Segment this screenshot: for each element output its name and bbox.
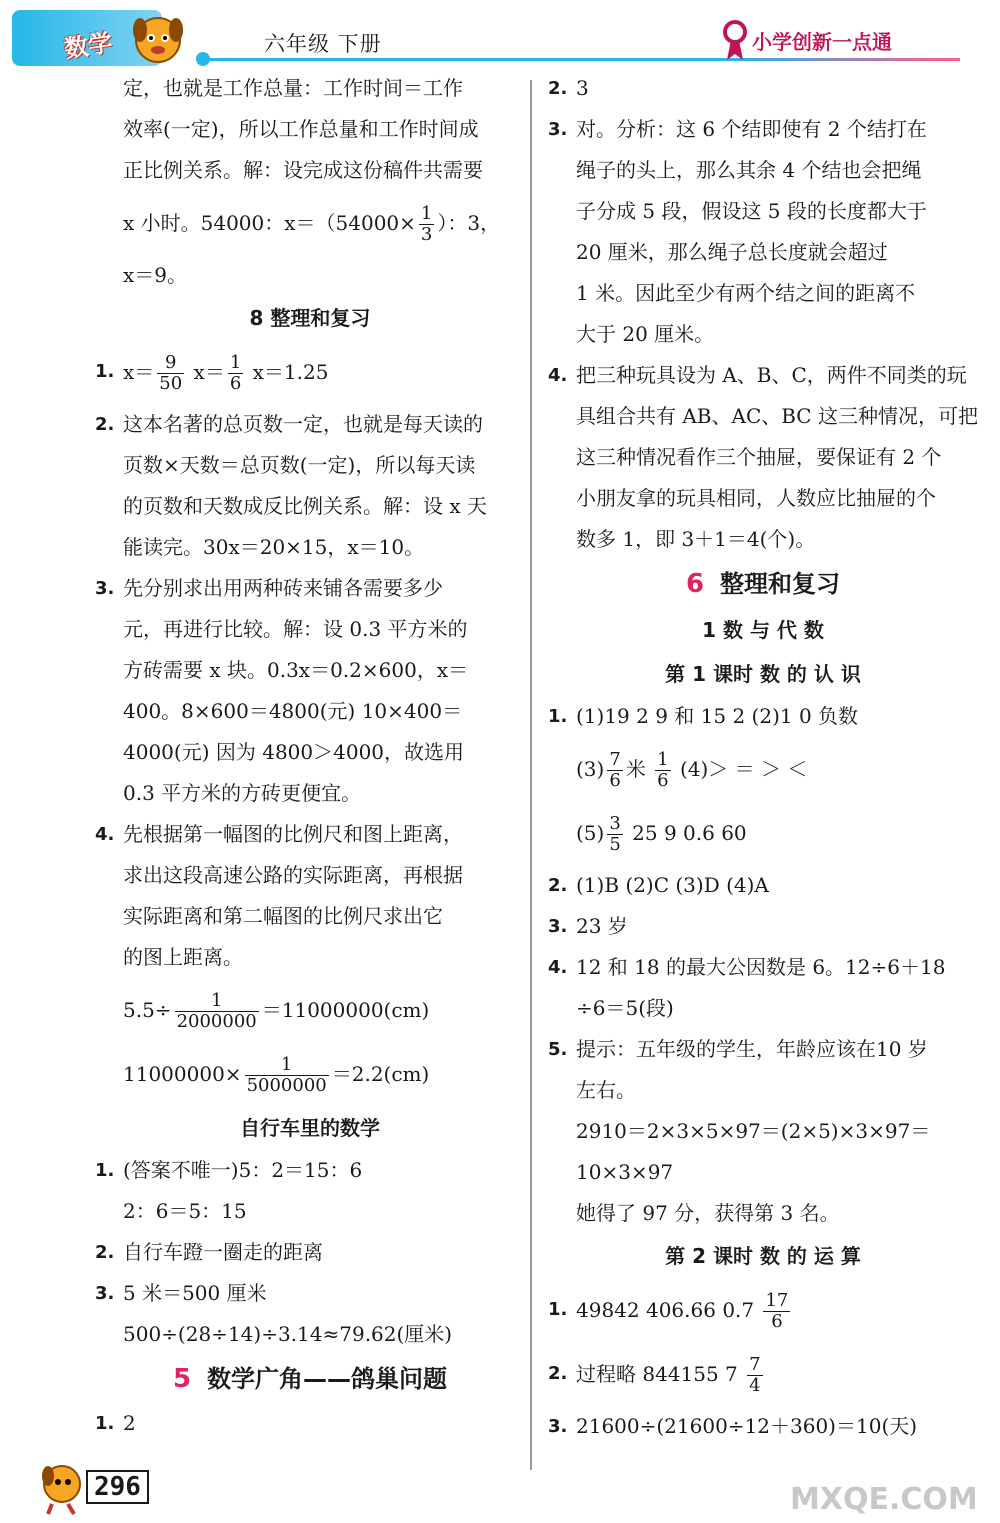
answer-line [548,737,978,801]
answer-text: (1)B (2)C (3)D (4)A [576,873,769,897]
answer-text: 20 厘米，那么绳子总长度就会超过 [576,240,888,264]
answer-text: 10×3×97 [576,1160,674,1184]
answer-text: x＝9。 [123,263,188,287]
fraction-denominator: 50 [159,373,183,394]
fraction-numerator: 3 [609,813,621,834]
answer-text: 先根据第一幅图的比例尺和图上距离， [123,822,463,846]
watermark: MXQE.COM [790,1482,978,1517]
question-number: 2. [548,78,568,99]
answer-line [95,109,525,150]
text-segment: 过程略 844155 7 [576,1362,745,1386]
answer-line [548,150,978,191]
answer-line [95,150,525,191]
chapter-title-text: 数学广角——鸽巢问题 [207,1365,448,1393]
question-number: 3. [95,578,115,599]
answer-line [95,691,525,732]
chapter-number: 6 [685,569,705,599]
question-number: 2. [548,875,568,896]
mascot-icon [128,8,188,68]
answer-text: 子分成 5 段，假设这 5 段的长度都大于 [576,199,927,223]
question-number: 1. [95,1160,115,1181]
answer-text: 数多 1，即 3＋1＝4(个)。 [576,527,816,551]
answer-line [95,937,525,978]
answer-line [548,1406,978,1447]
fraction-numerator: 1 [657,749,669,770]
right-column [548,68,978,1447]
answer-line [548,1070,978,1111]
answer-text [95,340,525,404]
answer-text: 方砖需要 x 块。0.3x＝0.2×600，x＝ [123,658,469,682]
answer-text: 0.3 平方米的方砖更便宜。 [123,781,362,805]
answer-line [548,1111,978,1152]
page-header [0,0,1000,72]
answer-text: 这本名著的总页数一定，也就是每天读的 [123,412,483,436]
fraction-numerator: 17 [765,1290,789,1311]
left-column [95,68,525,1444]
answer-text: 3 [576,76,589,100]
fraction-denominator: 5000000 [246,1075,327,1096]
answer-line [548,396,978,437]
answer-line [95,978,525,1042]
answer-line [548,947,978,988]
column-divider [530,80,532,1470]
answer-text [548,1278,978,1342]
text-segment: x＝1.25 [246,360,329,384]
answer-text: 元，再进行比较。解：设 0.3 平方米的 [123,617,468,641]
question-number: 4. [548,365,568,386]
answer-text [548,737,978,801]
answer-line [548,68,978,109]
answer-line [95,896,525,937]
answer-text: 求出这段高速公路的实际距离，再根据 [123,863,463,887]
answer-text: 把三种玩具设为 A、B、C，两件不同类的玩 [576,363,967,387]
answer-text: 绳子的头上，那么其余 4 个结也会把绳 [576,158,922,182]
answer-line [95,1403,525,1444]
answer-text: 提示：五年级的学生，年龄应该在10 岁 [576,1037,928,1061]
answer-text: 能读完。30x＝20×15，x＝10。 [123,535,425,559]
brand-title: 小学创新一点通 [752,30,892,54]
question-number: 2. [548,1363,568,1384]
question-number: 4. [548,957,568,978]
answer-line [95,340,525,404]
answer-text: 定，也就是工作总量：工作时间＝工作 [123,76,463,100]
answer-text: ÷6＝5(段) [576,996,674,1020]
answer-text: 页数×天数＝总页数(一定)，所以每天读 [123,453,476,477]
text-segment: 49842 406.66 0.7 [576,1298,761,1322]
fraction-denominator: 2000000 [176,1011,257,1032]
fraction-denominator: 3 [420,224,433,245]
answer-text: 实际距离和第二幅图的比例尺求出它 [123,904,443,928]
answer-text: 400。8×600＝4800(元) 10×400＝ [123,699,463,723]
answer-line [95,486,525,527]
answer-line [548,232,978,273]
fraction-numerator: 1 [245,1055,329,1076]
question-number: 3. [95,1283,115,1304]
fraction-denominator: 6 [609,770,621,791]
page-number: 296 [86,1470,149,1504]
subject-badge-label: 数学 [62,28,115,64]
text-segment: ＝11000000(cm) [261,998,430,1022]
answer-text [95,191,525,255]
section-title: 自行车里的数学 [240,1116,380,1140]
answer-line [95,1150,525,1191]
answer-line [548,906,978,947]
question-number: 1. [548,706,568,727]
answer-line [548,1342,978,1406]
fraction-numerator: 9 [157,353,184,374]
text-segment: 米 [625,757,653,781]
answer-text: 5 米＝500 厘米 [123,1281,267,1305]
answer-line [548,1193,978,1234]
chapter-title-text: 整理和复习 [720,570,841,598]
brand-logo-icon [722,18,748,62]
text-segment: x＝ [123,360,155,384]
question-number: 3. [548,916,568,937]
fraction-denominator: 6 [771,1311,783,1332]
answer-text [95,978,525,1042]
fraction-numerator: 1 [175,991,259,1012]
answer-line [548,314,978,355]
answer-text: 2 [123,1411,136,1435]
answer-text: 先分别求出用两种砖来铺各需要多少 [123,576,443,600]
text-segment: ）：3， [437,211,501,235]
answer-text: 的图上距离。 [123,945,243,969]
answer-line [95,814,525,855]
question-number: 2. [95,414,115,435]
answer-line [548,1029,978,1070]
text-segment: 5.5÷ [123,998,172,1022]
section-title: 第 1 课时 数 的 认 识 [665,662,861,686]
answer-line [95,255,525,296]
answer-line [548,355,978,396]
answer-line [548,519,978,560]
question-number: 1. [95,361,115,382]
answer-line [548,191,978,232]
answer-line [548,478,978,519]
fraction [747,1355,762,1396]
question-number: 3. [548,1416,568,1437]
answer-text: 具组合共有 AB、AC、BC 这三种情况，可把 [576,404,978,428]
question-number: 5. [548,1039,568,1060]
answer-line [95,527,525,568]
grade-label: 六年级 下册 [264,32,382,56]
answer-text [548,1342,978,1406]
answer-line [548,437,978,478]
answer-text: 对。分析：这 6 个结即使有 2 个结打在 [576,117,927,141]
section-title: 8 整理和复习 [249,306,371,330]
answer-text: (1)19 2 9 和 15 2 (2)1 0 负数 [576,704,859,728]
answer-line [548,801,978,865]
answer-line [95,191,525,255]
fraction-denominator: 4 [749,1375,761,1396]
answer-text: (答案不唯一)5：2＝15：6 [123,1158,363,1182]
text-segment: x＝ [187,360,225,384]
answer-text: 正比例关系。解：设完成这份稿件共需要 [123,158,483,182]
text-segment: ＝2.2(cm) [331,1062,430,1086]
answer-line [548,1278,978,1342]
answer-line [95,568,525,609]
fraction [655,750,670,791]
chapter-number: 5 [172,1364,192,1394]
answer-text: 4000(元) 因为 4800＞4000，故选用 [123,740,465,764]
answer-text: 小朋友拿的玩具相同，人数应比抽屉的个 [576,486,936,510]
fraction [607,750,622,791]
question-number: 4. [95,824,115,845]
question-number: 1. [95,1413,115,1434]
fraction-numerator: 1 [229,352,242,373]
answer-line [95,732,525,773]
text-segment: x 小时。54000：x＝（54000× [123,211,416,235]
fraction [607,814,622,855]
answer-text: 大于 20 厘米。 [576,322,715,346]
answer-text: 自行车蹬一圈走的距离 [123,1240,323,1264]
answer-line [95,404,525,445]
fraction [763,1291,790,1332]
question-number: 2. [95,1242,115,1263]
answer-text: 1 米。因此至少有两个结之间的距离不 [576,281,916,305]
section-title: 1 数 与 代 数 [702,618,824,642]
fraction [157,353,184,394]
answer-line [95,609,525,650]
answer-line [95,1232,525,1273]
answer-line [548,109,978,150]
answer-line [95,1314,525,1355]
answer-line [548,273,978,314]
question-number: 3. [548,119,568,140]
question-number: 1. [548,1299,568,1320]
fraction-denominator: 5 [609,834,621,855]
answer-line [548,865,978,906]
answer-line [95,1273,525,1314]
answer-line [95,68,525,109]
answer-line [548,696,978,737]
header-line [200,58,960,61]
text-segment: 11000000× [123,1062,242,1086]
answer-text: 2：6＝5：15 [123,1199,247,1223]
answer-line [95,1191,525,1232]
answer-text: 500÷(28÷14)÷3.14≈79.62(厘米) [123,1322,453,1346]
text-segment: (5) [576,821,605,845]
text-segment: 25 9 0.6 60 [625,821,747,845]
answer-line [548,1152,978,1193]
answer-text: 12 和 18 的最大公因数是 6。12÷6＋18 [576,955,946,979]
answer-text: 2910＝2×3×5×97＝(2×5)×3×97＝ [576,1119,931,1143]
fraction-denominator: 6 [657,770,669,791]
answer-line [95,1042,525,1106]
answer-text [95,1042,525,1106]
answer-line [95,855,525,896]
answer-line [548,988,978,1029]
section-title: 第 2 课时 数 的 运 算 [665,1244,861,1268]
fraction [245,1055,329,1096]
answer-text: 她得了 97 分，获得第 3 名。 [576,1201,840,1225]
answer-text: 效率(一定)，所以工作总量和工作时间成 [123,117,479,141]
answer-text: 的页数和天数成反比例关系。解：设 x 天 [123,494,487,518]
answer-text [548,801,978,865]
answer-text: 这三种情况看作三个抽屉，要保证有 2 个 [576,445,942,469]
answer-text: 21600÷(21600÷12＋360)＝10(天) [576,1414,918,1438]
answer-text: 左右。 [576,1078,636,1102]
fraction-denominator: 6 [229,373,242,394]
text-segment: (3) [576,757,605,781]
answer-line [95,650,525,691]
fraction-numerator: 7 [609,749,621,770]
text-segment: (4)＞ ＝ ＞ ＜ [673,757,808,781]
chapter-title [95,1355,525,1403]
fraction-numerator: 7 [749,1354,761,1375]
fraction [228,353,243,394]
answer-line [95,773,525,814]
fraction [419,204,434,245]
answer-text: 23 岁 [576,914,628,938]
chapter-title [548,560,978,608]
fraction [175,991,259,1032]
answer-line [95,445,525,486]
fraction-numerator: 1 [420,203,433,224]
